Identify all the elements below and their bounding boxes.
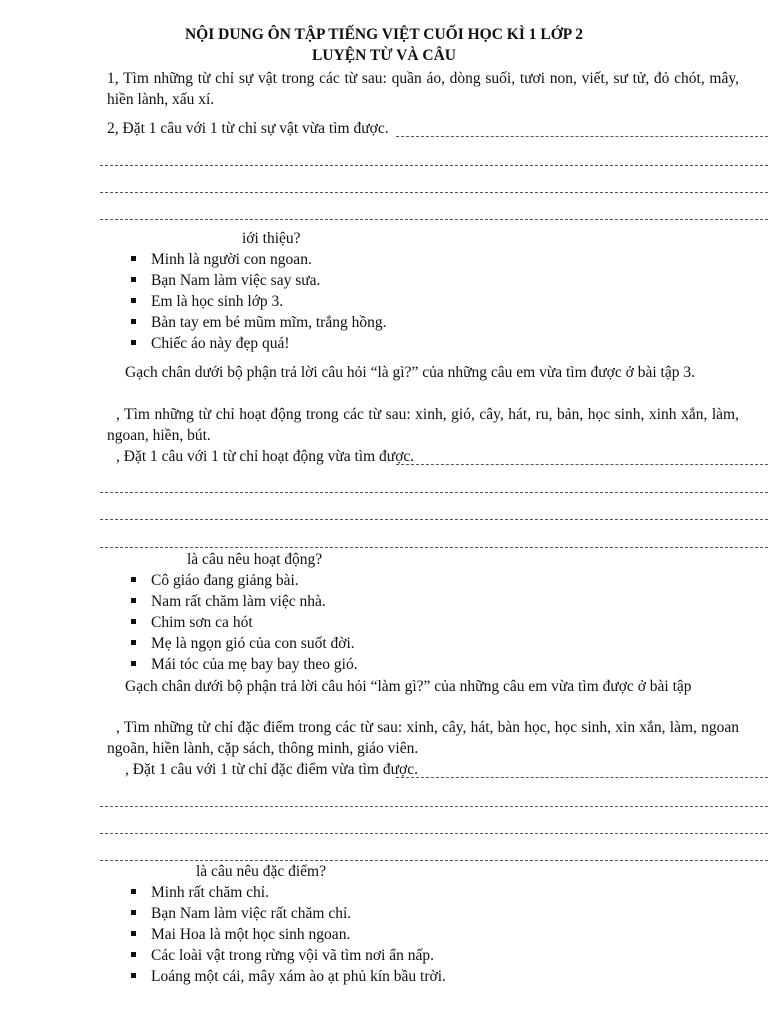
answer-line [100, 219, 768, 220]
answer-line [396, 464, 768, 465]
answer-line [396, 136, 768, 137]
exercise-3-question: iới thiệu? [242, 230, 301, 247]
worksheet-title: NỘI DUNG ÔN TẬP TIẾNG VIỆT CUỐI HỌC KÌ 1 LỚP 2 [184, 26, 584, 43]
exercise-9: , Tìm những từ chỉ đặc điểm trong các từ sau: xinh, cây, hát, bàn học, học sinh, xin xắn, làm, ngoan ngoãn, hiền lành, cặp sách, thông minh, giáo viên. [107, 719, 739, 757]
worksheet-subtitle: LUYỆN TỪ VÀ CÂU [312, 47, 456, 64]
exercise-10: , Đặt 1 câu với 1 từ chỉ đặc điểm vừa tìm được. [125, 761, 418, 778]
exercise-8: Gạch chân dưới bộ phận trả lời câu hỏi “làm gì?” của những câu em vừa tìm được ở bài tập [125, 678, 692, 695]
list-item: Mai Hoa là một học sinh ngoan. [131, 924, 446, 945]
bullet-icon [131, 319, 136, 324]
answer-line [100, 519, 768, 520]
list-item: Loáng một cái, mây xám ào ạt phủ kín bầu trời. [131, 966, 446, 987]
bullet-icon [131, 577, 136, 582]
answer-line [100, 165, 768, 166]
bullet-icon [131, 340, 136, 345]
bullet-icon [131, 661, 136, 666]
list-item: Bạn Nam làm việc say sưa. [131, 270, 386, 291]
exercise-2: 2, Đặt 1 câu với 1 từ chỉ sự vật vừa tìm được. [107, 120, 389, 137]
exercise-11-question: là câu nêu đặc điểm? [196, 863, 326, 880]
bullet-icon [131, 277, 136, 282]
bullet-icon [131, 931, 136, 936]
list-item: Em là học sinh lớp 3. [131, 291, 386, 312]
list-item: Cô giáo đang giảng bài. [131, 570, 358, 591]
bullet-icon [131, 889, 136, 894]
answer-line [100, 806, 768, 807]
answer-line [100, 547, 768, 548]
list-item: Các loài vật trong rừng vội vã tìm nơi ẩn nấp. [131, 945, 446, 966]
exercise-3-list [131, 249, 386, 354]
bullet-icon [131, 598, 136, 603]
bullet-icon [131, 298, 136, 303]
list-item: Bàn tay em bé mũm mĩm, trắng hồng. [131, 312, 386, 333]
answer-line [100, 492, 768, 493]
bullet-icon [131, 952, 136, 957]
list-item: Nam rất chăm làm việc nhà. [131, 591, 358, 612]
list-item: Chim sơn ca hót [131, 612, 358, 633]
list-item: Chiếc áo này đẹp quá! [131, 333, 386, 354]
answer-line [396, 777, 768, 778]
exercise-5: , Tìm những từ chỉ hoạt động trong các từ sau: xinh, gió, cây, hát, ru, bản, học sinh, xinh xắn, làm, ngoan, hiền, bút. [107, 406, 739, 444]
list-item: Minh rất chăm chỉ. [131, 882, 446, 903]
bullet-icon [131, 640, 136, 645]
answer-line [100, 860, 768, 861]
answer-line [100, 833, 768, 834]
bullet-icon [131, 256, 136, 261]
list-item: Minh là người con ngoan. [131, 249, 386, 270]
answer-line [100, 192, 768, 193]
list-item: Bạn Nam làm việc rất chăm chỉ. [131, 903, 446, 924]
bullet-icon [131, 973, 136, 978]
bullet-icon [131, 910, 136, 915]
exercise-11-list [131, 882, 446, 987]
bullet-icon [131, 619, 136, 624]
exercise-1: 1, Tìm những từ chỉ sự vật trong các từ sau: quần áo, dòng suối, tươi non, viết, sư tử, đỏ chót, mây, hiền lành, xấu xí. [107, 70, 739, 108]
exercise-7-list [131, 570, 358, 675]
list-item: Mái tóc của mẹ bay bay theo gió. [131, 654, 358, 675]
exercise-4: Gạch chân dưới bộ phận trả lời câu hỏi “là gì?” của những câu em vừa tìm được ở bài tập 3. [125, 364, 695, 381]
exercise-7-question: là câu nêu hoạt động? [187, 551, 323, 568]
list-item: Mẹ là ngọn gió của con suốt đời. [131, 633, 358, 654]
exercise-6: , Đặt 1 câu với 1 từ chỉ hoạt động vừa tìm được. [116, 448, 415, 465]
